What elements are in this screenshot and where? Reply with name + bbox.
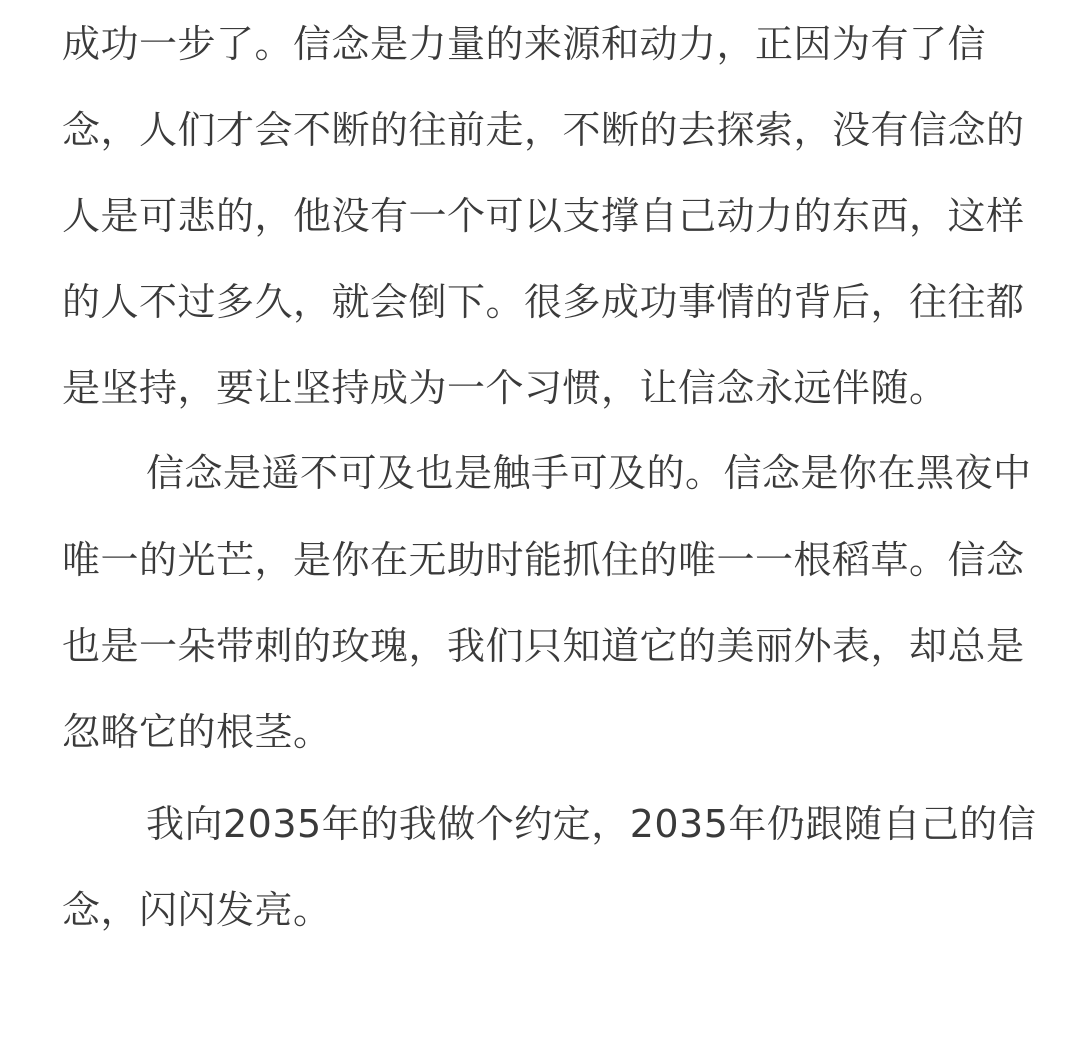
article-line: 人是可悲的，他没有一个可以支撑自己动力的东西，这样 xyxy=(62,194,1025,238)
article-line: 也是一朵带刺的玫瑰，我们只知道它的美丽外表，却总是 xyxy=(62,624,1025,668)
article-line: 成功一步了。信念是力量的来源和动力，正因为有了信 xyxy=(62,22,987,66)
article-line: 我向2035年的我做个约定，2035年仍跟随自己的信 xyxy=(146,802,1037,846)
article-line: 念，闪闪发亮。 xyxy=(62,888,332,932)
article-line: 是坚持，要让坚持成为一个习惯，让信念永远伴随。 xyxy=(62,366,948,410)
article-line: 唯一的光芒，是你在无助时能抓住的唯一一根稻草。信念 xyxy=(62,538,1025,582)
article-line: 忽略它的根茎。 xyxy=(62,710,332,754)
article-line: 信念是遥不可及也是触手可及的。信念是你在黑夜中 xyxy=(146,451,1032,495)
article-line: 念，人们才会不断的往前走，不断的去探索，没有信念的 xyxy=(62,108,1025,152)
article-line: 的人不过多久，就会倒下。很多成功事情的背后，往往都 xyxy=(62,280,1025,324)
